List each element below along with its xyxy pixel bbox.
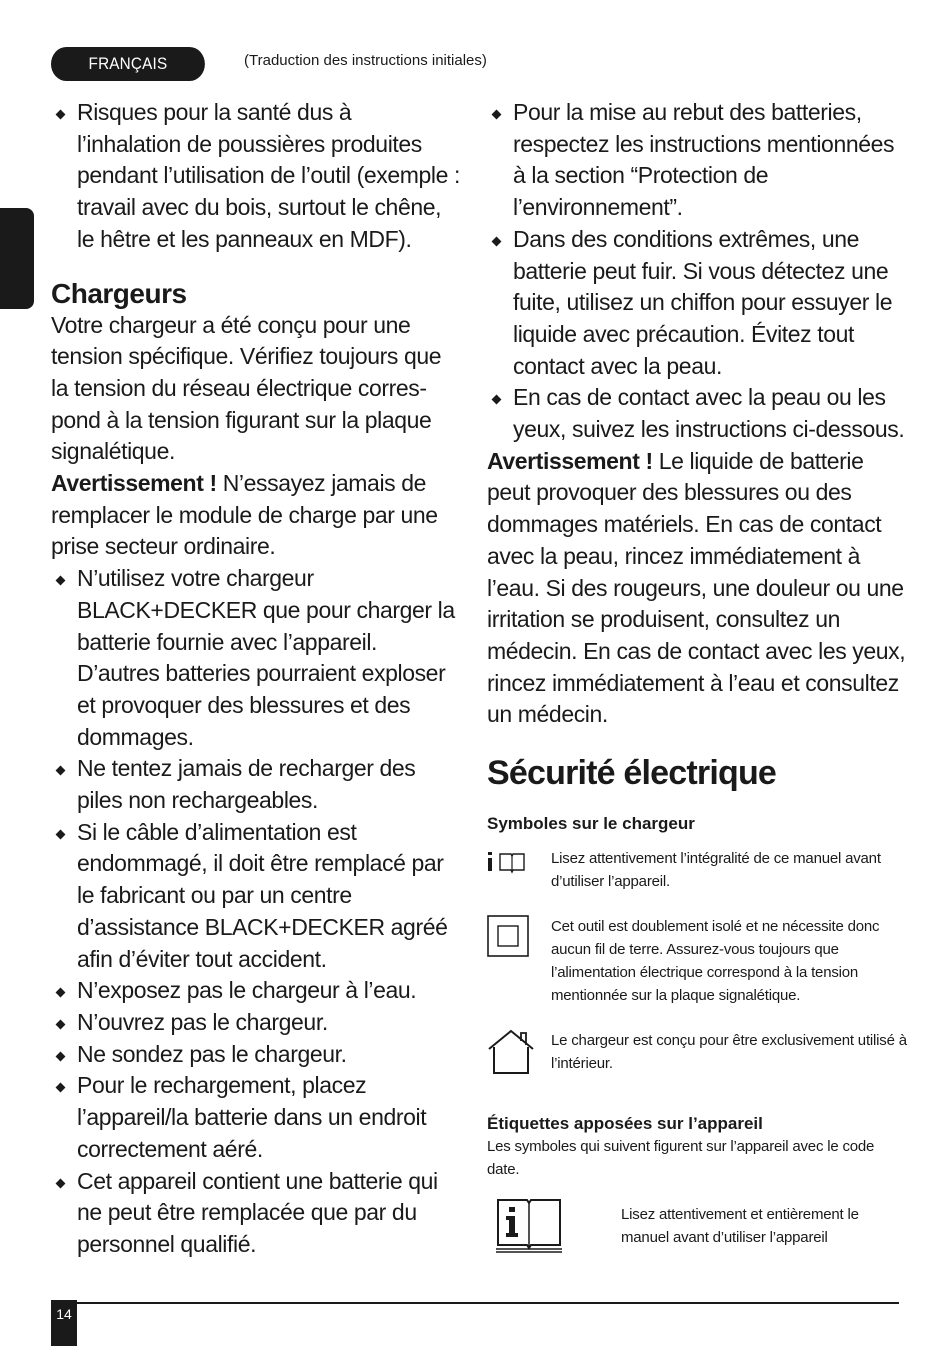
chargeurs-paragraph: Votre chargeur a été conçu pour une tension spécifique. Vérifiez toujours que la tension du réseau électrique correspond à la tension figurant sur la plaque signalétique. — [51, 311, 442, 465]
list-item: N’utilisez votre chargeur BLACK+DECKER que pour charger la batterie fournie avec l’appareil. D’autres batteries pourraient exploser et provoquer des blessures et des dommages. — [51, 563, 461, 753]
bullet-diamond-icon — [492, 110, 502, 120]
double-insulation-icon — [487, 915, 531, 964]
bullet-diamond-icon — [56, 1020, 66, 1030]
bullet-diamond-icon — [56, 988, 66, 998]
warning-text: N’essayez jamais de remplacer le module de charge par une prise secteur ordinaire. — [51, 470, 438, 560]
footer-rule — [51, 1302, 899, 1304]
bullet-diamond-icon — [56, 829, 66, 839]
bullet-diamond-icon — [56, 766, 66, 776]
translation-note: (Traduction des instructions initiales) — [244, 52, 487, 69]
symbol-description: Cet outil est doublement isolé et ne nécessite donc aucun fil de terre. Assurez-vous toujours que l’alimentation électrique correspond à la tension mentionnée sur la plaque signalétique. — [551, 918, 880, 1005]
electrical-safety-heading: Sécurité électrique — [487, 754, 777, 793]
bullet-diamond-icon — [492, 395, 502, 405]
symbol-description: Lisez attentivement et entièrement le manuel avant d’utiliser l’appareil — [621, 1206, 859, 1247]
symbols-heading: Symboles sur le chargeur — [487, 814, 695, 834]
warning-text: Le liquide de batterie peut provoquer des blessures ou des dommages matériels. En cas de contact avec la peau, rincez immédiatement à l’eau. Si des rougeurs, une douleur ou une irritation se produisent, consultez un médecin. En cas de contact avec les yeux, rincez immédiatement à l’eau et consultez un médecin. — [487, 447, 906, 728]
symbol-description: Lisez attentivement l’intégralité de ce manuel avant d’utiliser l’appareil. — [551, 850, 881, 891]
bullet-diamond-icon — [56, 110, 66, 120]
bullet-diamond-icon — [56, 576, 66, 586]
list-item: Pour la mise au rebut des batteries, respectez les instructions mentionnées à la section “Protection de l’environnement”. — [487, 97, 907, 224]
bullet-diamond-icon — [56, 1178, 66, 1188]
symbol-description: Le chargeur est conçu pour être exclusivement utilisé à l’intérieur. — [551, 1032, 907, 1073]
symbol-row — [487, 1029, 907, 1075]
charger-warning — [51, 468, 461, 563]
list-item: Dans des conditions extrêmes, une batterie peut fuir. Si vous détectez une fuite, utilisez un chiffon pour essuyer le liquide avec précaution. Évitez tout contact avec la peau. — [487, 224, 907, 383]
bullet-diamond-icon — [56, 1083, 66, 1093]
list-item: N’ouvrez pas le chargeur. — [51, 1007, 461, 1039]
battery-warning — [487, 446, 907, 731]
warning-label: Avertissement ! — [51, 470, 217, 497]
left-column — [51, 97, 461, 1261]
page-number: 14 — [51, 1300, 77, 1346]
labels-intro: Les symboles qui suivent figurent sur l’appareil avec le code date. — [487, 1138, 875, 1179]
symbol-row — [487, 847, 907, 893]
list-item: N’exposez pas le chargeur à l’eau. — [51, 975, 461, 1007]
bullet-diamond-icon — [492, 236, 502, 246]
symbol-row — [487, 1197, 907, 1249]
indoor-use-icon — [487, 1029, 535, 1080]
right-column — [487, 97, 907, 1249]
language-badge: FRANÇAIS — [51, 47, 205, 81]
list-item: Cet appareil contient une batterie qui ne peut être remplacée que par du personnel qualifié. — [51, 1166, 461, 1261]
section-tab-marker — [0, 208, 34, 309]
list-item: Si le câble d’alimentation est endommagé, il doit être remplacé par le fabricant ou par un centre d’assistance BLACK+DECKER agréé afin d’éviter tout accident. — [51, 817, 461, 976]
warning-label: Avertissement ! — [487, 447, 653, 474]
symbol-row — [487, 915, 907, 1007]
list-item: En cas de contact avec la peau ou les yeux, suivez les instructions ci-dessous. — [487, 382, 907, 445]
list-item: Pour le rechargement, placez l’appareil/la batterie dans un endroit correctement aéré. — [51, 1070, 461, 1165]
bullet-diamond-icon — [56, 1051, 66, 1061]
chargeurs-heading: Chargeurs — [51, 277, 187, 309]
manual-book-icon — [495, 1197, 563, 1260]
labels-heading: Étiquettes apposées sur l’appareil — [487, 1114, 763, 1134]
list-item: Ne tentez jamais de recharger des piles non rechargeables. — [51, 753, 461, 816]
list-item: Risques pour la santé dus à l’inhalation de poussières produites pendant l’utilisation de l’outil (exemple : travail avec du bois, surtout le chêne, le hêtre et les panneaux en MDF). — [51, 97, 461, 256]
manual-info-icon — [487, 847, 529, 882]
list-item: Ne sondez pas le chargeur. — [51, 1039, 461, 1071]
